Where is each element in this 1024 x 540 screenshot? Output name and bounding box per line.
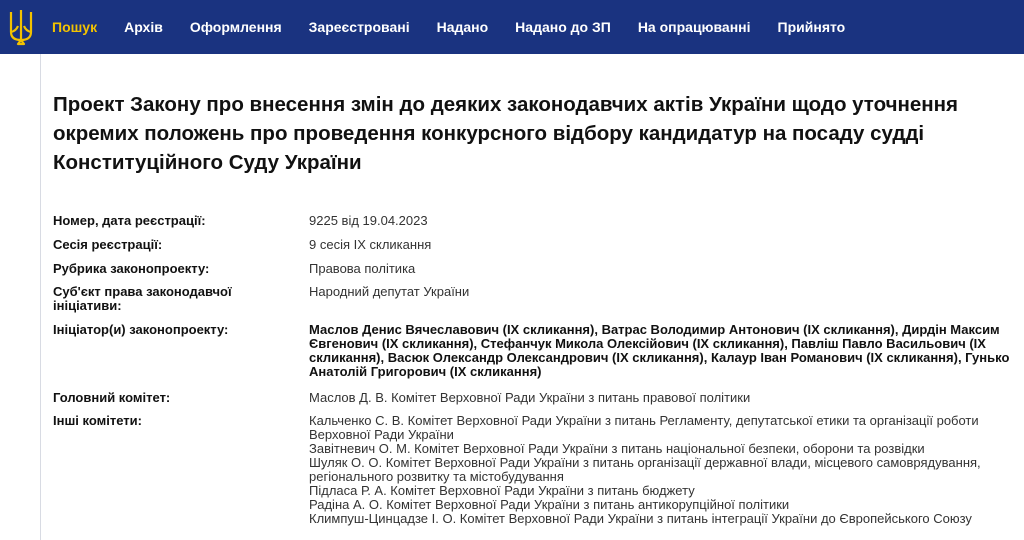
committee-item: Підласа Р. А. Комітет Верховної Ради України з питань бюджету [309,483,695,498]
nav-item-in-progress[interactable]: На опрацюванні [637,19,751,35]
nav-item-submitted[interactable]: Надано [436,19,489,35]
subject-label: Суб'єкт права законодавчої ініціативи: [53,284,232,313]
subject-value: Народний депутат України [309,284,470,299]
bill-title: Проект Закону про внесення змін до деяких законодавчих актів України щодо уточнення окремих положень про проведення конкурсного відбору кандидатур на посаду судді Конституційного Суду України [53,93,959,174]
nav-item-submitted-to-plenary[interactable]: Надано до ЗП [515,19,611,35]
registration-value: 9225 від 19.04.2023 [309,213,428,228]
bill-card [40,54,1024,540]
nav-item-adopted[interactable]: Прийнято [777,19,846,35]
nav-item-drafting[interactable]: Оформлення [189,19,282,35]
trident-icon[interactable] [6,5,36,49]
main-committee-value: Маслов Д. В. Комітет Верховної Ради України з питань правової політики [309,390,751,405]
session-value: 9 сесія IX скликання [309,237,432,252]
committee-item: Радіна А. О. Комітет Верховної Ради України з питань антикорупційної політики [309,497,790,512]
main-committee-label: Головний комітет: [53,390,171,405]
initiators-value: Маслов Денис Вячеславович (IX скликання), Ватрас Володимир Антонович (IX скликання), Дирдін Максим Євгенович (IX скликання), Стефанчук Микола Олексійович (IX скликання), Павліш Павло Васильович (IX скликання), Васюк Олександр Олександрович (IX скликання), Калаур Іван Романович (IX скликання), Гунько Анатолій Григорович (IX скликання) [309,322,1010,379]
rubric-label: Рубрика законопроекту: [53,261,210,276]
rubric-value: Правова політика [309,261,416,276]
nav-item-archive[interactable]: Архів [124,19,163,35]
top-navigation-bar [0,0,1024,54]
nav-item-registered[interactable]: Зареєстровані [308,19,410,35]
registration-label: Номер, дата реєстрації: [53,213,206,228]
other-committees-label: Інші комітети: [53,413,142,428]
committee-item: Шуляк О. О. Комітет Верховної Ради України з питань організації державної влади, місцевого самоврядування, регіонального розвитку та містобудування [309,455,981,484]
initiators-label: Ініціатор(и) законопроекту: [53,322,229,337]
committee-item: Климпуш-Цинцадзе І. О. Комітет Верховної Ради України з питань інтеграції України до Європейського Союзу [309,511,972,526]
nav-item-search[interactable]: Пошук [52,19,98,35]
committee-item: Завітневич О. М. Комітет Верховної Ради України з питань національної безпеки, оборони та розвідки [309,441,925,456]
other-committees-list [309,414,1024,526]
main-nav [52,0,872,54]
session-label: Сесія реєстрації: [53,237,163,252]
committee-item: Кальченко С. В. Комітет Верховної Ради України з питань Регламенту, депутатської етики та організації роботи Верховної Ради України [309,413,979,442]
